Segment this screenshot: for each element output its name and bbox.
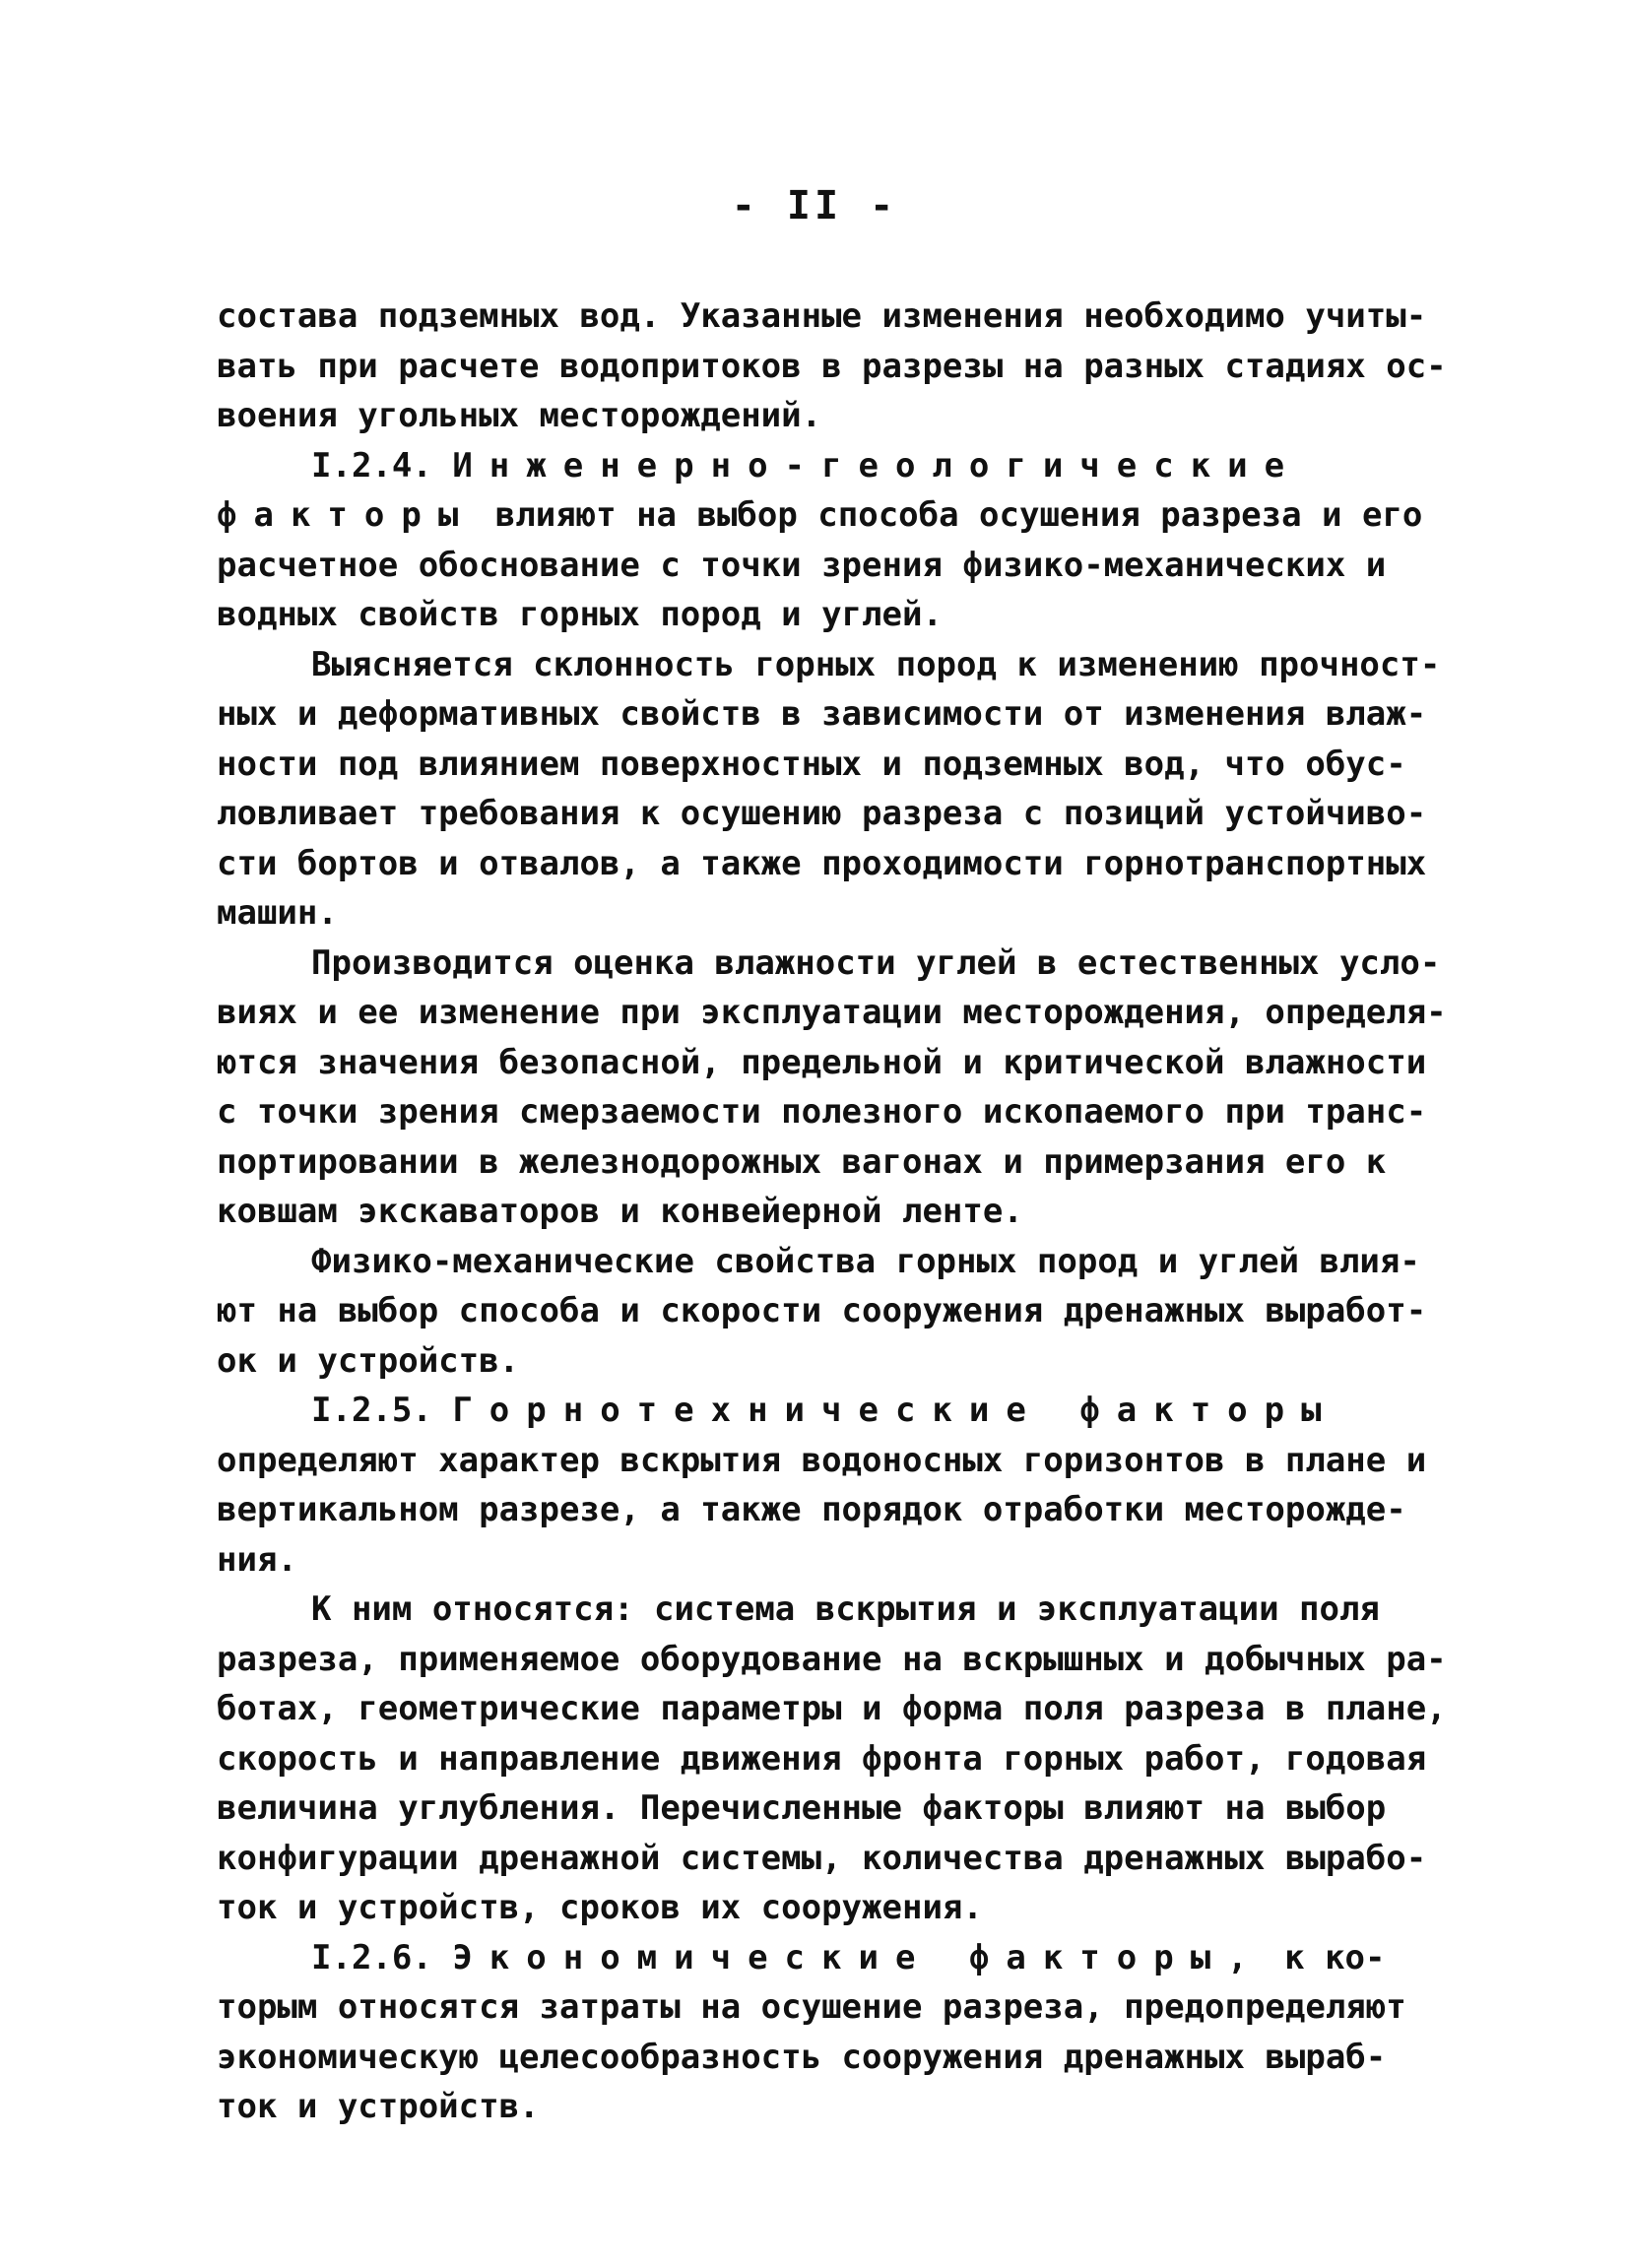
text-line: портировании в железнодорожных вагонах и примерзания его к: [217, 1141, 1387, 1182]
text-line: Физико-механические свойства горных пород и углей влия-: [311, 1241, 1420, 1281]
text-line: машин.: [217, 893, 338, 933]
section-number: I.2.6.: [311, 1937, 432, 1977]
text-line: торым относятся затраты на осушение разреза, предопределяют: [217, 1987, 1406, 2027]
text-line: виях и ее изменение при эксплуатации месторождения, определя-: [217, 993, 1447, 1032]
text-line: ток и устройств.: [217, 2087, 540, 2126]
text-line: состава подземных вод. Указанные изменения необходимо учиты-: [217, 296, 1427, 336]
text-line: ных и деформативных свойств в зависимости от изменения влаж-: [217, 694, 1427, 734]
text-span: к ко-: [1284, 1937, 1386, 1977]
text-line: величина углубления. Перечисленные факторы влияют на выбор: [217, 1788, 1387, 1828]
text-line: К ним относятся: система вскрытия и эксплуатации поля: [311, 1589, 1380, 1629]
text-line: с точки зрения смерзаемости полезного ископаемого при транс-: [217, 1092, 1427, 1132]
text-line: расчетное обоснование с точки зрения физико-механических и: [217, 545, 1387, 585]
section-title-continued: факторы: [217, 495, 476, 535]
text-line: конфигурации дренажной системы, количества дренажных вырабо-: [217, 1838, 1427, 1878]
text-line: разреза, применяемое оборудование на вскрышных и добычных ра-: [217, 1639, 1447, 1679]
text-line: водных свойств горных пород и углей.: [217, 595, 943, 634]
text-line: ния.: [217, 1539, 297, 1580]
text-line: экономическую целесообразность сооружения дренажных выраб-: [217, 2037, 1387, 2077]
text-line: ловливает требования к осушению разреза с позиций устойчиво-: [217, 794, 1427, 833]
section-heading-1-2-6: [217, 1933, 1428, 1983]
text-line: ности под влиянием поверхностных и подземных вод, что обус-: [217, 744, 1406, 784]
text-line: Производится оценка влажности углей в естественных усло-: [311, 942, 1441, 983]
text-line: сти бортов и отвалов, а также проходимости горнотранспортных: [217, 843, 1427, 883]
text-line: ют на выбор способа и скорости сооружения дренажных выработ-: [217, 1291, 1427, 1330]
section-title: Инженерно-геологические: [452, 445, 1302, 486]
section-heading-1-2-5: [217, 1386, 1428, 1436]
text-line: скорость и направление движения фронта горных работ, годовая: [217, 1738, 1427, 1779]
text-line: Выясняется склонность горных пород к изменению прочност-: [311, 644, 1441, 684]
section-title: Экономические факторы,: [452, 1937, 1265, 1977]
text-line: [217, 490, 1428, 541]
section-title: Горнотехнические факторы: [452, 1391, 1338, 1430]
text-line: вать при расчете водопритоков в разрезы на разных стадиях ос-: [217, 346, 1447, 386]
text-span: влияют на выбор способа осушения разреза и его: [494, 495, 1423, 535]
text-line: определяют характер вскрытия водоносных горизонтов в плане и: [217, 1440, 1427, 1480]
text-line: воения угольных месторождений.: [217, 396, 822, 435]
text-line: ботах, геометрические параметры и форма поля разреза в плане,: [217, 1689, 1447, 1728]
section-number: I.2.5.: [311, 1391, 432, 1430]
text-line: ковшам экскаваторов и конвейерной ленте.: [217, 1192, 1023, 1231]
text-line: ются значения безопасной, предельной и критической влажности: [217, 1042, 1427, 1082]
text-line: вертикальном разрезе, а также порядок отработки месторожде-: [217, 1490, 1406, 1529]
section-number: I.2.4.: [311, 445, 432, 486]
text-line: ок и устройств.: [217, 1340, 520, 1381]
section-heading-1-2-4: [217, 441, 1428, 491]
body-text: [217, 292, 1447, 2132]
text-line: ток и устройств, сроков их сооружения.: [217, 1888, 983, 1927]
page-number: - II -: [731, 183, 898, 228]
